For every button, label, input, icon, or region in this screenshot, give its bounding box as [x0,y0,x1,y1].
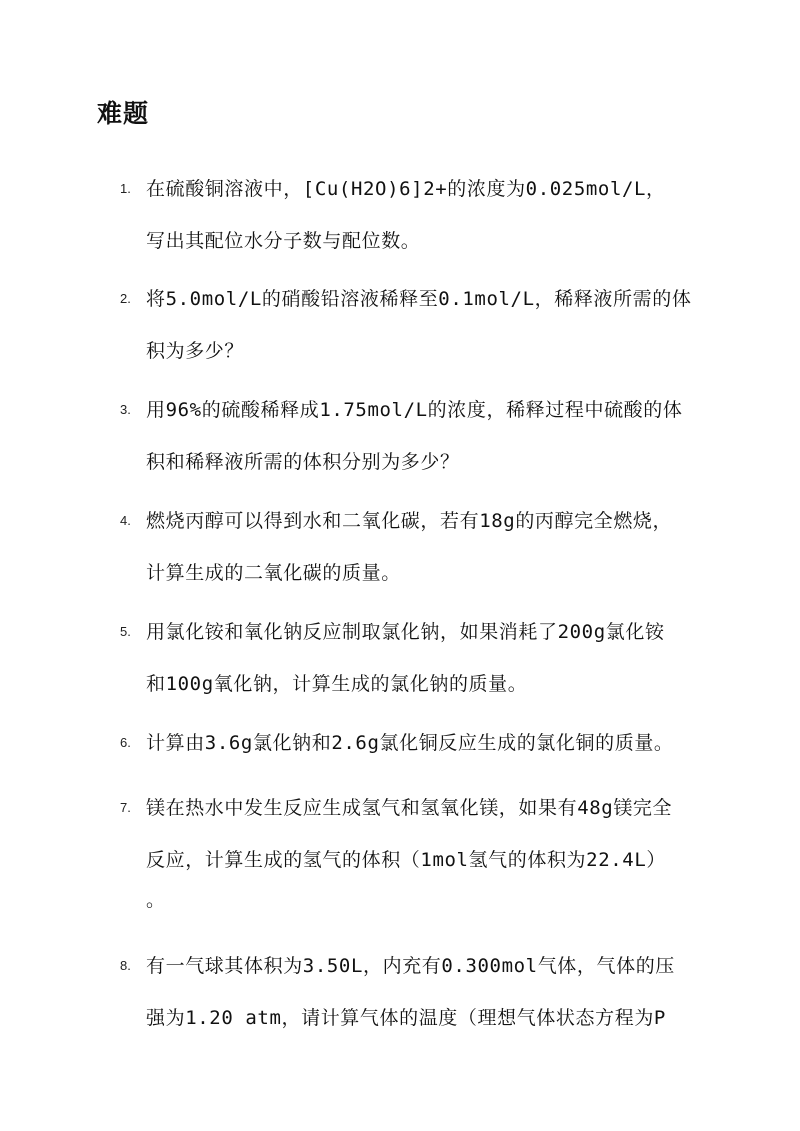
question-line: 写出其配位水分子数与配位数。 [146,230,421,252]
question-line: 计算由3.6g氯化钠和2.6g氯化铜反应生成的氯化铜的质量。 [146,732,674,754]
question-line: 镁在热水中发生反应生成氢气和氢氧化镁，如果有48g镁完全 [146,797,673,819]
question-number: 7. [120,800,131,815]
question-line: 将5.0mol/L的硝酸铅溶液稀释至0.1mol/L，稀释液所需的体 [146,288,692,310]
question-line: 和100g氧化钠，计算生成的氯化钠的质量。 [146,673,528,695]
question-line: 燃烧丙醇可以得到水和二氧化碳，若有18g的丙醇完全燃烧， [146,510,673,532]
question-line: 积和稀释液所需的体积分别为多少？ [146,451,460,473]
document-title: 难题 [97,99,150,128]
question-number: 5. [120,624,131,639]
question-number: 6. [120,735,131,750]
question-line: 积为多少？ [146,340,245,362]
question-line: 用96%的硫酸稀释成1.75mol/L的浓度，稀释过程中硫酸的体 [146,399,683,421]
question-line: 用氯化铵和氧化钠反应制取氯化钠，如果消耗了200g氯化铵 [146,621,665,643]
question-line: 强为1.20 atm，请计算气体的温度（理想气体状态方程为P [146,1007,666,1029]
question-line: 反应，计算生成的氢气的体积（1mol氢气的体积为22.4L） [146,849,666,871]
question-number: 1. [120,181,131,196]
question-line: 有一气球其体积为3.50L，内充有0.300mol气体，气体的压 [146,955,675,977]
question-line: 在硫酸铜溶液中，[Cu(H2O)6]2+的浓度为0.025mol/L， [146,178,666,200]
question-line: 。 [146,889,166,911]
question-number: 4. [120,513,131,528]
question-number: 2. [120,291,131,306]
question-number: 8. [120,958,131,973]
question-number: 3. [120,402,131,417]
question-line: 计算生成的二氧化碳的质量。 [146,562,401,584]
